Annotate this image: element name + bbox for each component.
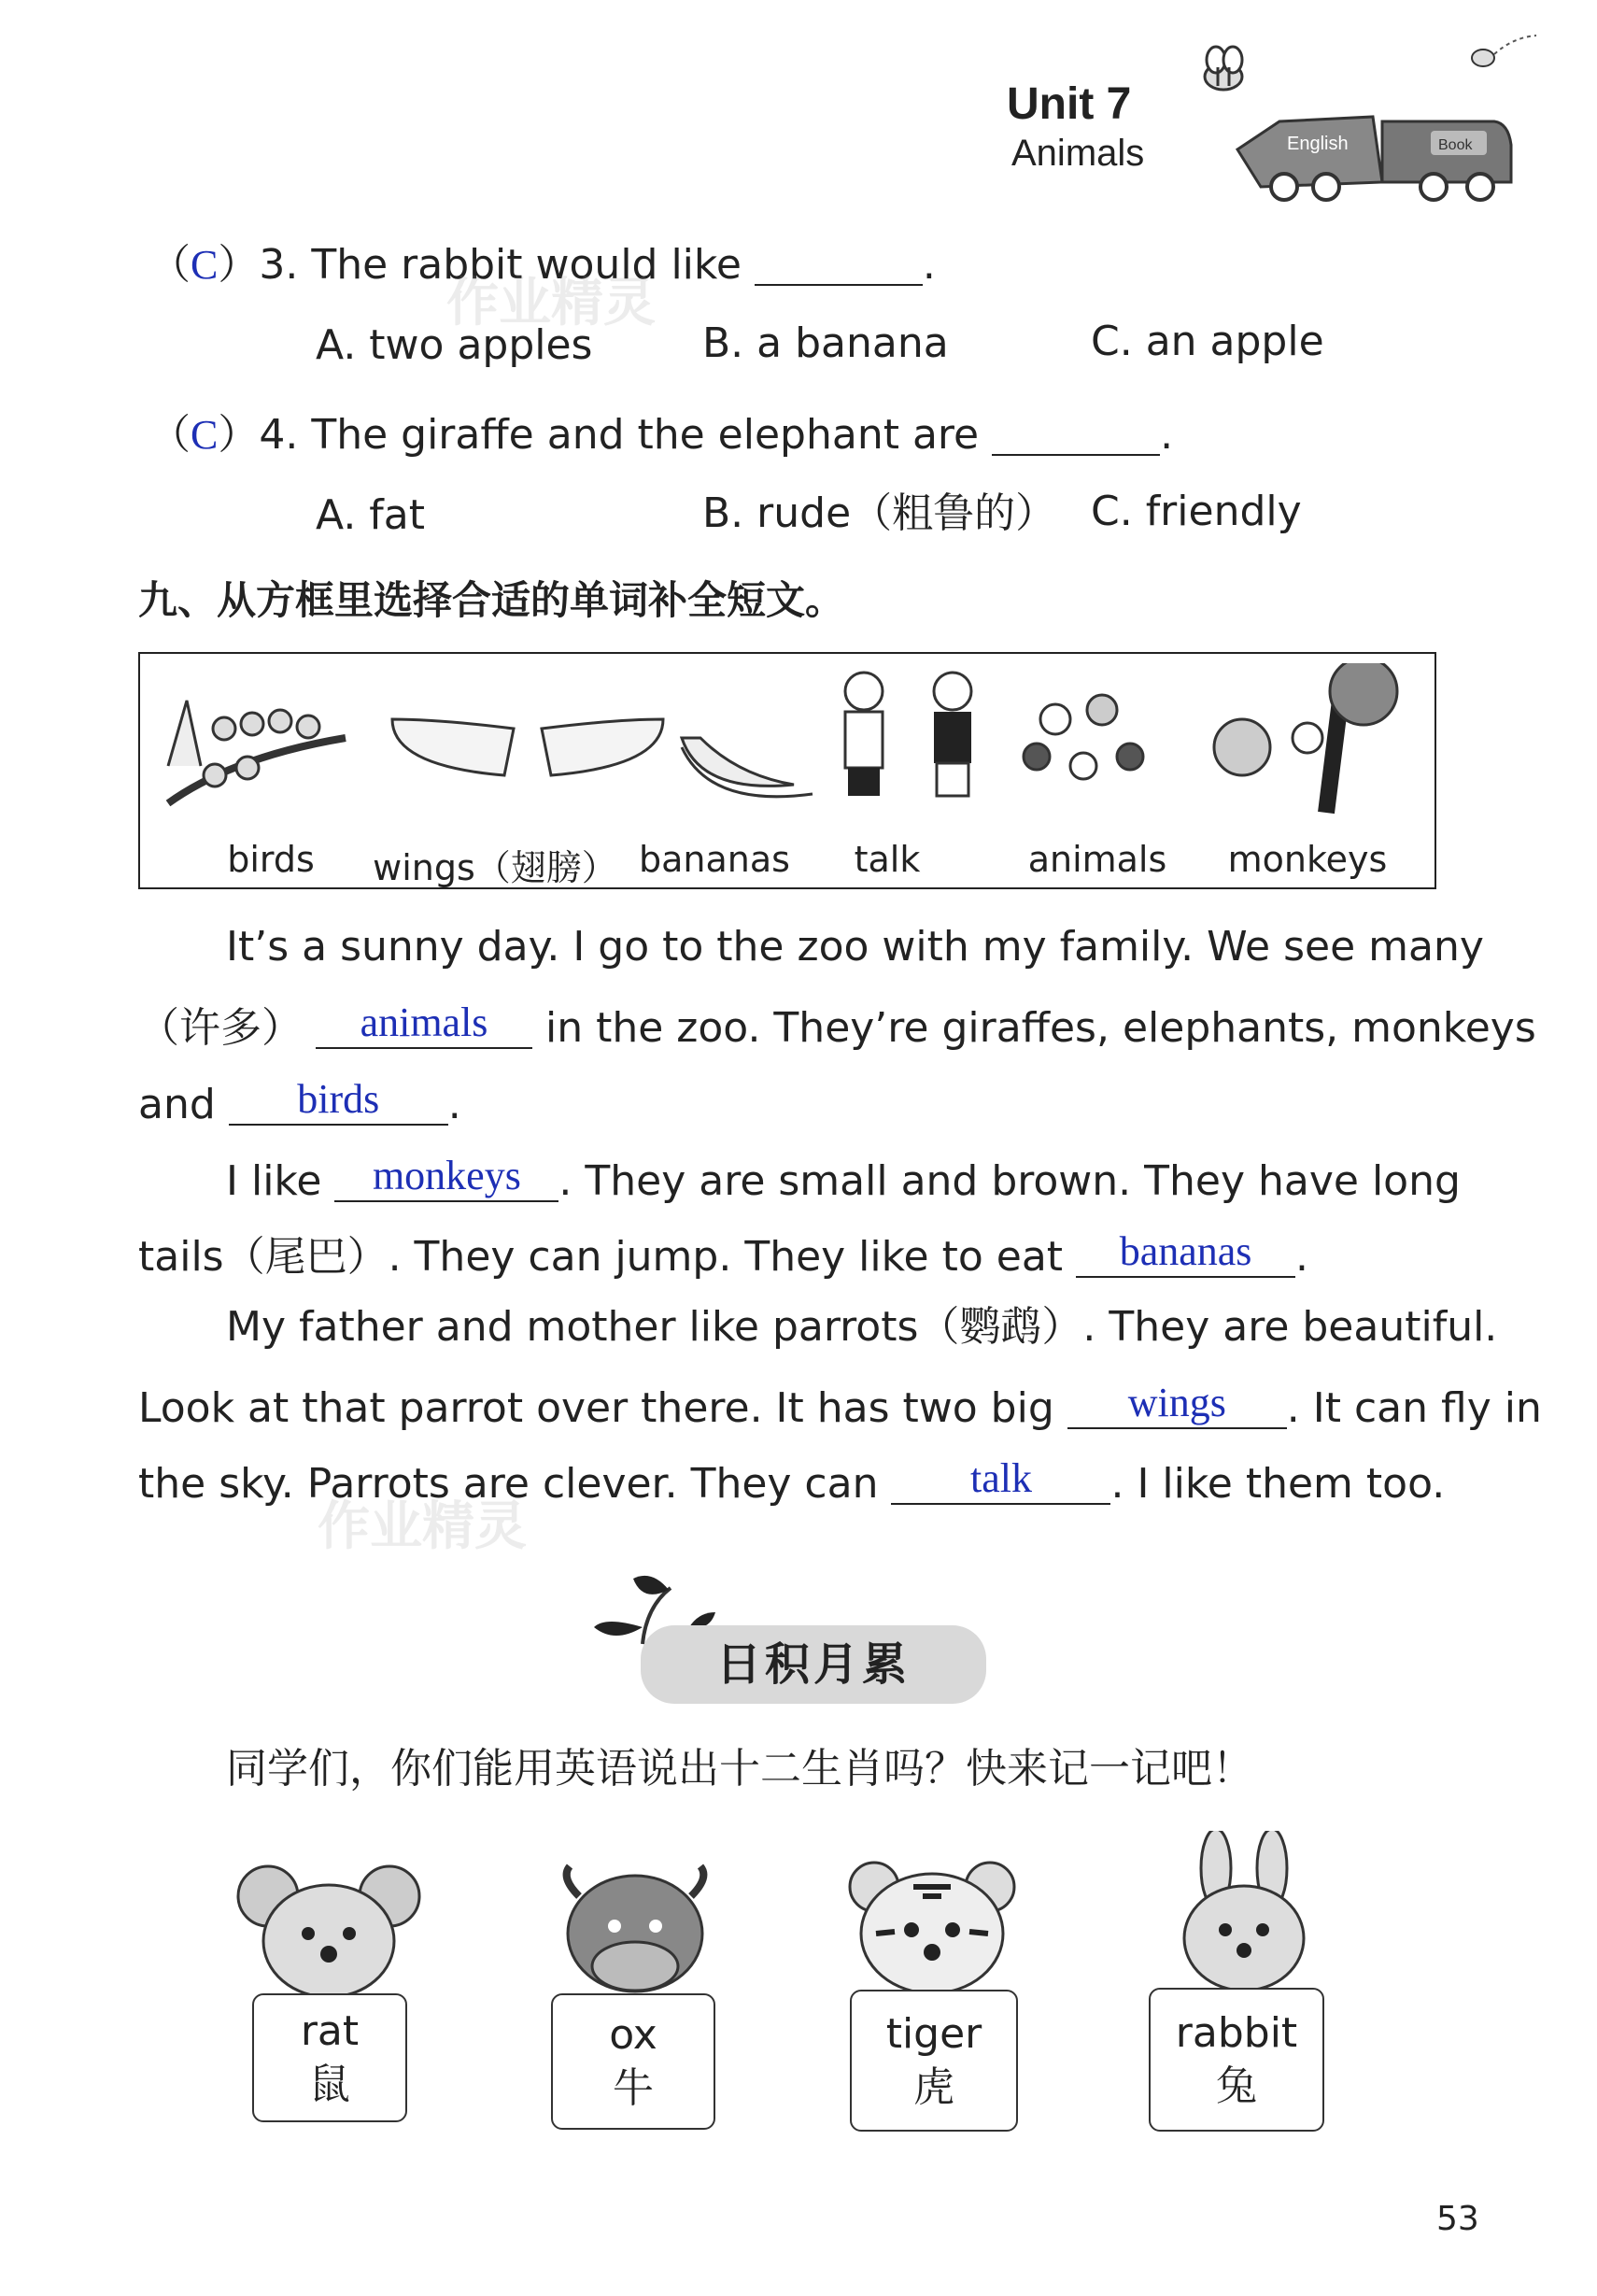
blank-talk: talk [969,1455,1032,1501]
word-box-pictures [159,663,1420,822]
passage-line-2: （许多） animals in the zoo. They’re giraffes, elephants, monkeys [138,999,1536,1052]
blank-animals: animals [360,999,488,1045]
watermark-top: 作业精灵 [446,273,656,333]
header-decoration [1186,19,1560,206]
bananas-picture-icon [682,738,813,797]
ox-icon [542,1859,728,2008]
animals-picture-icon [1024,695,1143,779]
blank-birds: birds [297,1076,380,1122]
q3-option-b: B. a banana [702,319,949,367]
car-icon [1237,117,1511,200]
word-animals: animals [1027,839,1167,880]
blank-monkeys: monkeys [372,1153,521,1198]
question-3: （C）3. The rabbit would like . [149,241,936,289]
unit-title: Unit 7 [1007,79,1132,129]
passage-line-4: I like monkeys . They are small and brown. They have long [226,1153,1461,1205]
q4-option-c: C. friendly [1091,488,1302,535]
zodiac-card-rabbit [1149,1988,1324,2132]
question-4: （C）4. The giraffe and the elephant are . [149,411,1174,459]
watermark-bottom: 作业精灵 [318,1496,527,1557]
talk-picture-icon [845,673,971,796]
zodiac-rabbit-cn: 兔 [1216,2062,1257,2110]
q3-answer: C [191,242,219,288]
daily-badge-label: 日积月累 [715,1638,911,1691]
zodiac-ox-en: ox [609,2010,657,2059]
daily-prompt: 同学们，你们能用英语说出十二生肖吗？快来记一记吧！ [226,1745,1253,1793]
page-number: 53 [1436,2200,1479,2238]
daily-badge [641,1625,986,1704]
passage-line-6: My father and mother like parrots（鹦鹉）. They are beautiful. [226,1303,1498,1351]
wings-picture-icon [392,719,663,775]
rabbit-icon [1151,1831,1337,1999]
passage-line-7: Look at that parrot over there. It has two big wings . It can fly in [138,1380,1542,1432]
q3-stem: 3. The rabbit would like [259,241,742,289]
q3-option-c: C. an apple [1091,318,1324,365]
zodiac-rat-cn: 鼠 [309,2061,350,2108]
word-bananas: bananas [639,839,790,880]
birds-picture-icon [168,701,346,803]
small-bee-icon [1472,35,1536,66]
q4-option-b: B. rude（粗鲁的） [702,489,1057,537]
q4-stem: 4. The giraffe and the elephant are [259,411,980,459]
word-box [138,652,1436,889]
zodiac-card-ox [551,1993,715,2130]
blank-wings: wings [1127,1380,1226,1425]
zodiac-tiger-cn: 虎 [913,2063,954,2111]
zodiac-rat-en: rat [300,2006,360,2055]
blank-bananas: bananas [1119,1228,1252,1274]
q3-option-a: A. two apples [316,321,593,369]
word-talk: talk [854,839,921,880]
zodiac-card-tiger [850,1990,1018,2132]
passage-line-8: the sky. Parrots are clever. They can talk . I like them too. [138,1455,1446,1508]
monkeys-picture-icon [1214,663,1397,813]
word-birds: birds [227,839,315,880]
q4-blank [992,409,1160,456]
zodiac-ox-cn: 牛 [613,2064,654,2112]
passage-line-1: It’s a sunny day. I go to the zoo with my family. We see many [226,923,1484,971]
section-9-title: 九、从方框里选择合适的单词补全短文。 [138,577,845,623]
zodiac-tiger-en: tiger [885,2009,982,2058]
q4-answer: C [191,412,219,458]
zodiac-rabbit-en: rabbit [1175,2008,1298,2057]
zodiac-card-rat [252,1993,407,2122]
unit-subtitle: Animals [1011,133,1145,174]
q3-blank [755,239,923,286]
passage-line-3: and birds . [138,1076,461,1128]
car-book-label: Book [1438,137,1473,153]
q4-option-a: A. fat [316,491,426,539]
rat-icon [235,1859,422,2008]
bee-icon [1205,47,1242,90]
passage-line-5: tails（尾巴）. They can jump. They like to eat bananas . [138,1228,1309,1281]
word-monkeys: monkeys [1227,839,1388,880]
tiger-icon [839,1850,1025,2008]
word-wings: wings（翅膀） [373,847,617,888]
car-english-label: English [1287,134,1349,154]
